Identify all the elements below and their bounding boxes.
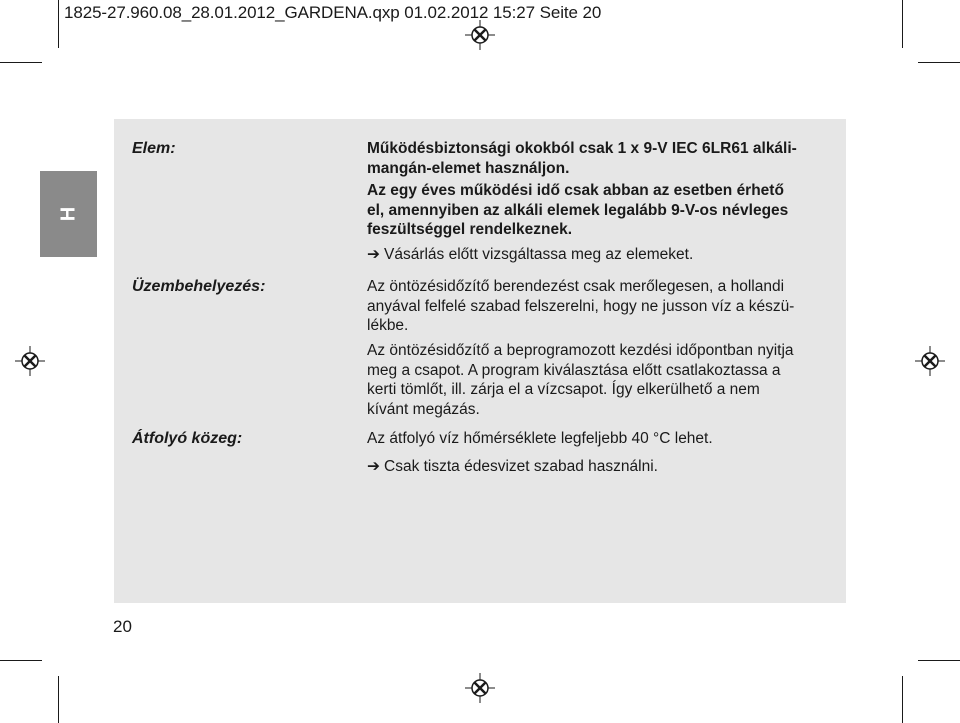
file-info-header: 1825-27.960.08_28.01.2012_GARDENA.qxp 01.02.2012 15:27 Seite 20 <box>64 3 602 22</box>
fresh-water-instruction <box>367 457 837 477</box>
language-tab <box>40 171 97 257</box>
text-line: kívánt megázás. <box>367 400 480 418</box>
language-tab-letter: H <box>57 206 79 222</box>
text-line: Az egy éves működési idő csak abban az esetben érhető <box>367 182 784 199</box>
installation-label: Üzembehelyezés: <box>132 278 266 295</box>
instruction-text: Csak tiszta édesvizet szabad használni. <box>384 458 658 475</box>
text-line: anyával felfelé szabad felszerelni, hogy ne jusson víz a készü- <box>367 297 795 315</box>
water-temperature-text: Az átfolyó víz hőmérséklete legfeljebb 40 °C lehet. <box>367 430 713 447</box>
crop-mark-bottom-left-h <box>0 660 42 661</box>
crop-mark-bottom-left-v <box>58 676 59 723</box>
battery-label: Elem: <box>132 140 176 157</box>
registration-mark-left-icon <box>15 346 45 376</box>
crop-mark-top-right-v <box>902 0 903 48</box>
instruction-text: Vásárlás előtt vizsgáltassa meg az elemeket. <box>384 246 694 263</box>
battery-warning <box>367 139 837 178</box>
text-line: el, amennyiben az alkáli elemek legalább 9-V-os névleges <box>367 201 789 219</box>
crop-mark-top-right-h <box>918 62 960 63</box>
text-line: lékbe. <box>367 317 409 334</box>
battery-check-instruction <box>367 245 837 265</box>
operation-text <box>367 341 837 419</box>
installation-text <box>367 277 837 336</box>
text-line: Működésbiztonsági okokból csak 1 x 9-V IEC 6LR61 alkáli- <box>367 140 797 157</box>
medium-label: Átfolyó közeg: <box>132 430 243 447</box>
text-line: Az öntözésidőzítő a beprogramozott kezdési időpontban nyitja <box>367 342 794 359</box>
crop-mark-bottom-right-h <box>918 660 960 661</box>
text-line: mangán-elemet használjon. <box>367 159 570 177</box>
text-line: kerti tömlőt, ill. zárja el a vízcsapot. Így elkerülhető a nem <box>367 381 760 398</box>
registration-mark-top-icon <box>465 20 495 50</box>
crop-mark-top-left-h <box>0 62 42 63</box>
arrow-icon: ➔ <box>367 246 380 263</box>
registration-mark-right-icon <box>915 346 945 376</box>
registration-mark-bottom-icon <box>465 673 495 703</box>
battery-lifetime-note <box>367 181 837 240</box>
crop-mark-top-left-v <box>58 0 59 48</box>
text-line: Az öntözésidőzítő berendezést csak merőlegesen, a hollandi <box>367 278 785 295</box>
text-line: feszültséggel rendelkeznek. <box>367 221 573 238</box>
arrow-icon: ➔ <box>367 458 380 475</box>
crop-mark-bottom-right-v <box>902 676 903 723</box>
text-line: meg a csapot. A program kiválasztása előtt csatlakoztassa a <box>367 361 781 379</box>
page-number: 20 <box>113 617 132 636</box>
